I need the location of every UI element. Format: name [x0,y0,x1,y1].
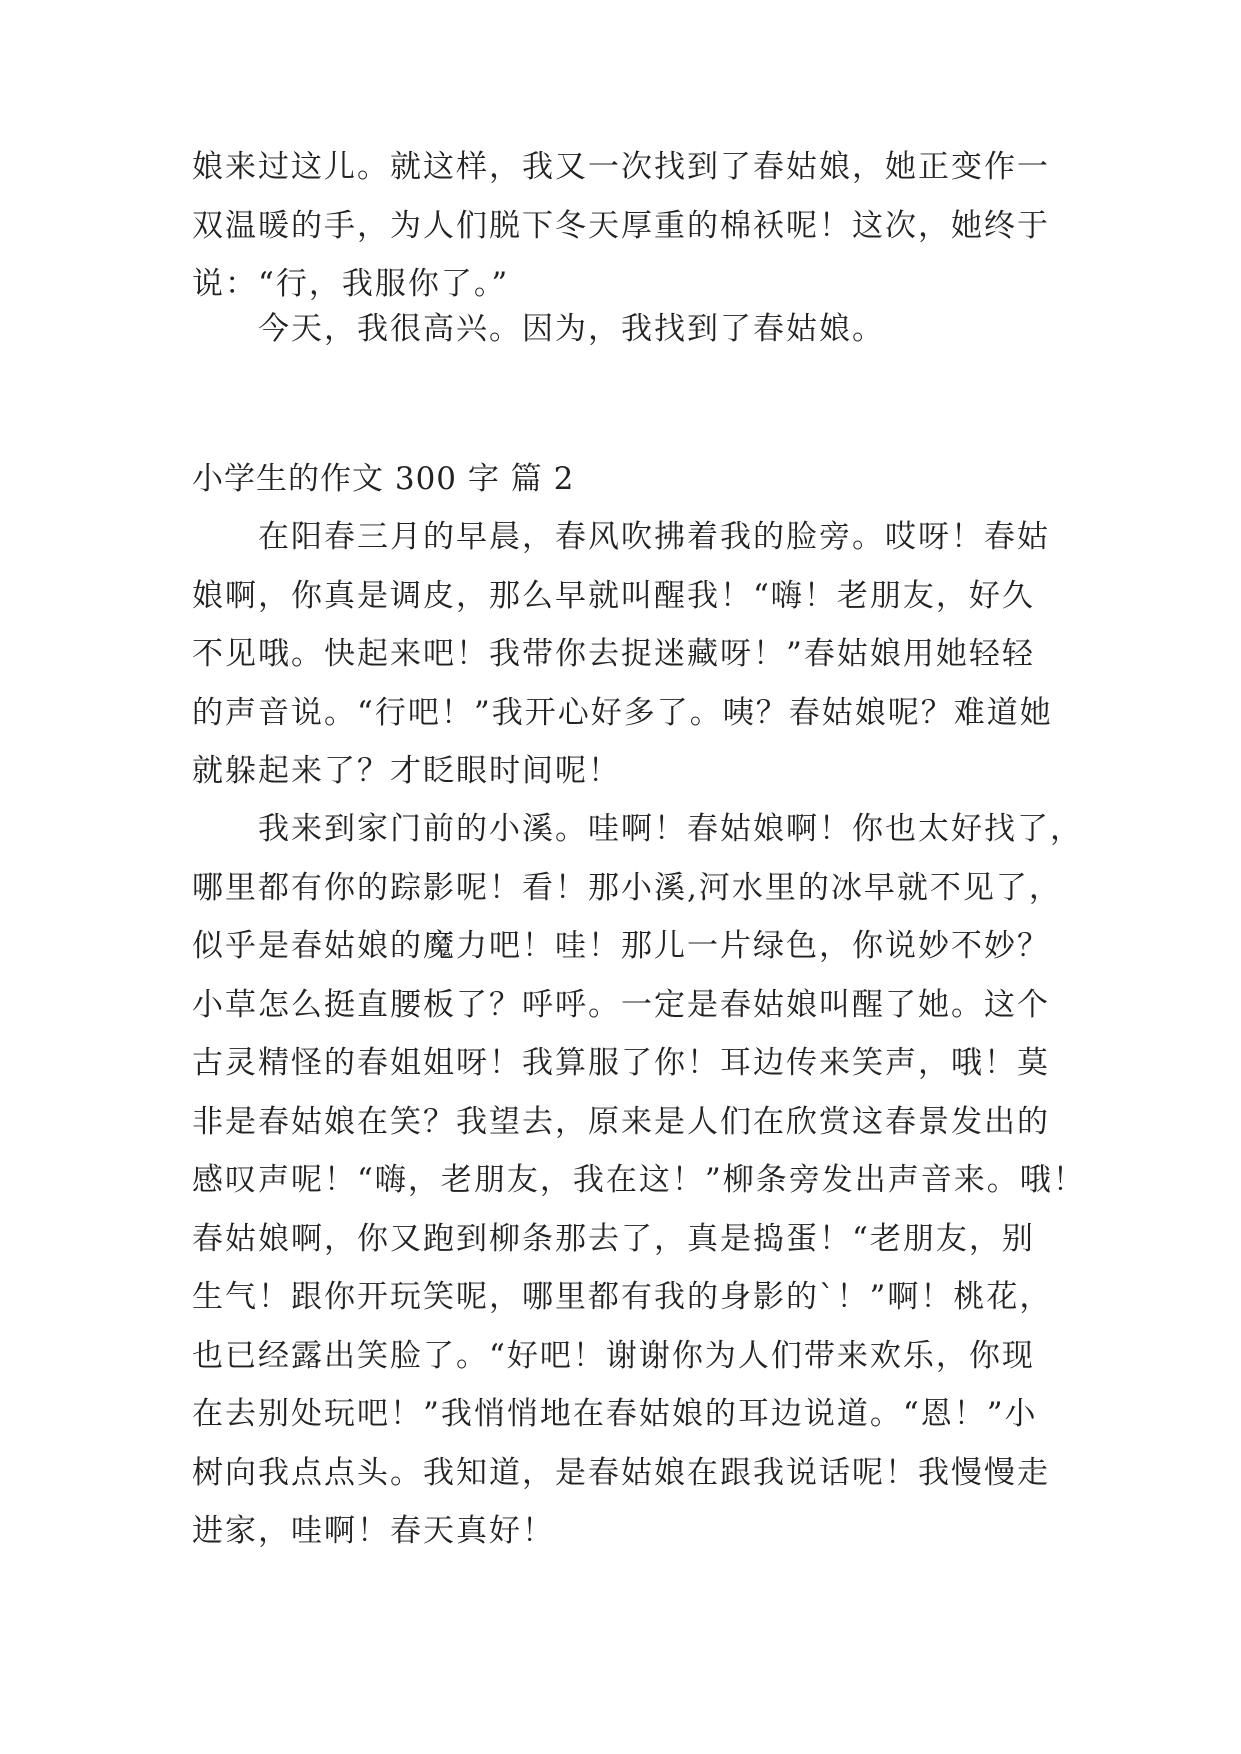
top-paragraph [192,138,1062,314]
text-line: 生气！跟你开玩笑呢，哪里都有我的身影的`！”啊！桃花， [192,1279,1053,1315]
text-line: 非是春姑娘在笑？我望去，原来是人们在欣赏这春景发出的 [192,1103,1050,1140]
closing-paragraph [192,300,1062,359]
text-line: 似乎是春姑娘的魔力吧！哇！那儿一片绿色，你说妙不妙？ [192,928,1050,964]
text-line: 小草怎么挺直腰板了？呼呼。一定是春姑娘叫醒了她。这个 [192,986,1050,1023]
text-line: 娘来过这儿。就这样，我又一次找到了春姑娘，她正变作一 [192,149,1050,185]
text-line: 不见哦。快起来吧！我带你去捉迷藏呀！”春姑娘用她轻轻 [192,636,1035,672]
text-line: 感叹声呢！“嗨，老朋友，我在这！”柳条旁发出声音来。哦！ [192,1162,1086,1198]
text-line: 今天，我很高兴。因为，我找到了春姑娘。 [258,311,885,347]
text-line: 我来到家门前的小溪。哇啊！春姑娘啊！你也太好找了， [258,811,1083,847]
text-line: 娘啊，你真是调皮，那么早就叫醒我！“嗨！老朋友，好久 [192,577,1035,614]
text-line: 古灵精怪的春姐姐呀！我算服了你！耳边传来笑声，哦！莫 [192,1045,1050,1081]
text-line: 说：“行，我服你了。” [192,266,510,302]
paragraph-2 [192,800,1086,1561]
paragraph-1 [192,508,1062,801]
text-line: 双温暖的手，为人们脱下冬天厚重的棉袄呢！这次，她终于 [192,207,1050,244]
text-line: 就躲起来了？才眨眼时间呢！ [192,753,621,789]
text-line: 哪里都有你的踪影呢！看！那小溪,河水里的冰早就不见了， [192,869,1062,906]
text-line: 的声音说。“行吧！”我开心好多了。咦？春姑娘呢？难道她 [192,694,1053,731]
text-line: 进家，哇啊！春天真好！ [192,1513,555,1549]
text-line: 在去别处玩吧！”我悄悄地在春姑娘的耳边说道。“恩！”小 [192,1396,1038,1432]
text-line: 春姑娘啊，你又跑到柳条那去了，真是捣蛋！“老朋友，别 [192,1220,1035,1257]
section-heading: 小学生的作文 300 字 篇 2 [192,461,575,497]
text-line: 在阳春三月的早晨，春风吹拂着我的脸旁。哎呀！春姑 [258,519,1050,555]
text-line: 也已经露出笑脸了。“好吧！谢谢你为人们带来欢乐，你现 [192,1337,1035,1374]
text-line: 树向我点点头。我知道，是春姑娘在跟我说话呢！我慢慢走 [192,1454,1050,1491]
